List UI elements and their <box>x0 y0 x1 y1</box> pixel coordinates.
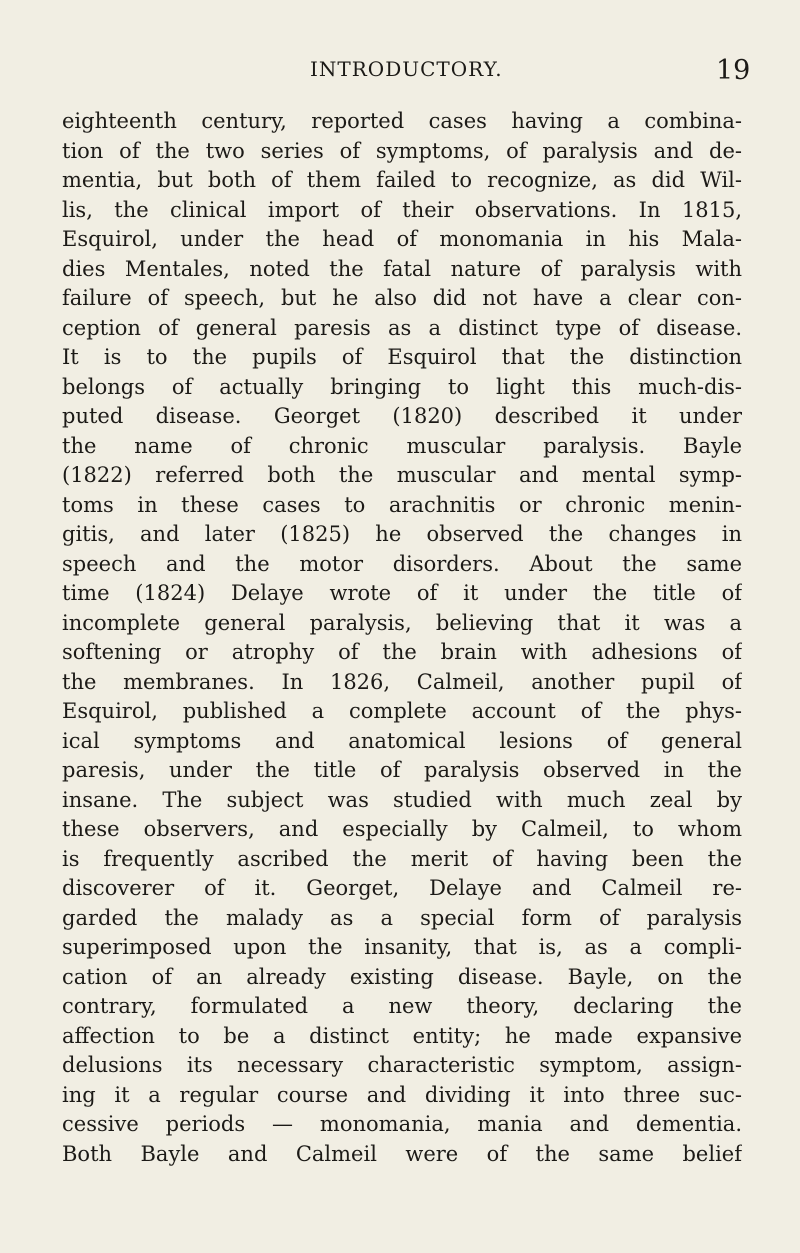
text-line: mentia, but both of them failed to recognize, as did Wil- <box>62 168 742 192</box>
text-line: belongs of actually bringing to light this much-dis- <box>62 374 742 399</box>
text-line: superimposed upon the insanity, that is, as a compli- <box>62 935 742 959</box>
text-line: insane. The subject was studied with much zeal by <box>62 787 742 812</box>
text-line: ception of general paresis as a distinct type of disease. <box>62 315 742 340</box>
text-line: tion of the two series of symptoms, of paralysis and de- <box>62 138 742 163</box>
text-line: toms in these cases to arachnitis or chronic menin- <box>62 492 742 517</box>
running-head: INTRODUCTORY. <box>310 57 503 81</box>
text-line: discoverer of it. Georget, Delaye and Calmeil re- <box>62 876 742 900</box>
text-line: affection to be a distinct entity; he made expansive <box>62 1023 742 1048</box>
text-line: ical symptoms and anatomical lesions of general <box>62 728 742 753</box>
text-line: eighteenth century, reported cases having a combina- <box>62 109 742 133</box>
text-line: (1822) referred both the muscular and mental symp- <box>62 463 742 487</box>
text-line: time (1824) Delaye wrote of it under the title of <box>62 581 742 605</box>
text-line: dies Mentales, noted the fatal nature of paralysis with <box>62 256 742 281</box>
text-line: incomplete general paralysis, believing that it was a <box>62 610 742 635</box>
text-line: failure of speech, but he also did not have a clear con- <box>62 286 742 310</box>
text-line: Esquirol, published a complete account of the phys- <box>62 699 742 723</box>
text-line: ing it a regular course and dividing it into three suc- <box>62 1082 742 1107</box>
text-line: gitis, and later (1825) he observed the changes in <box>62 522 742 546</box>
text-line: cation of an already existing disease. Bayle, on the <box>62 964 742 989</box>
text-line: is frequently ascribed the merit of having been the <box>62 846 742 871</box>
text-line: garded the malady as a special form of paralysis <box>62 905 742 930</box>
text-line: puted disease. Georget (1820) described it under <box>62 404 742 428</box>
body-text <box>62 107 742 1169</box>
text-line: cessive periods — monomania, mania and dementia. <box>62 1112 742 1136</box>
text-line: lis, the clinical import of their observations. In 1815, <box>62 197 742 222</box>
text-line: these observers, and especially by Calmeil, to whom <box>62 817 742 841</box>
page-header <box>0 55 800 95</box>
text-line: the membranes. In 1826, Calmeil, another pupil of <box>62 669 742 694</box>
text-line: delusions its necessary characteristic symptom, assign- <box>62 1053 742 1077</box>
text-line: It is to the pupils of Esquirol that the distinction <box>62 345 742 369</box>
text-line: Both Bayle and Calmeil were of the same belief <box>62 1141 742 1166</box>
page-number: 19 <box>716 55 751 86</box>
text-line: contrary, formulated a new theory, declaring the <box>62 994 742 1018</box>
text-line: the name of chronic muscular paralysis. Bayle <box>62 433 742 458</box>
text-line: paresis, under the title of paralysis observed in the <box>62 758 742 782</box>
text-line: speech and the motor disorders. About the same <box>62 551 742 576</box>
text-line: softening or atrophy of the brain with adhesions of <box>62 640 742 664</box>
text-line: Esquirol, under the head of monomania in his Mala- <box>62 227 742 251</box>
